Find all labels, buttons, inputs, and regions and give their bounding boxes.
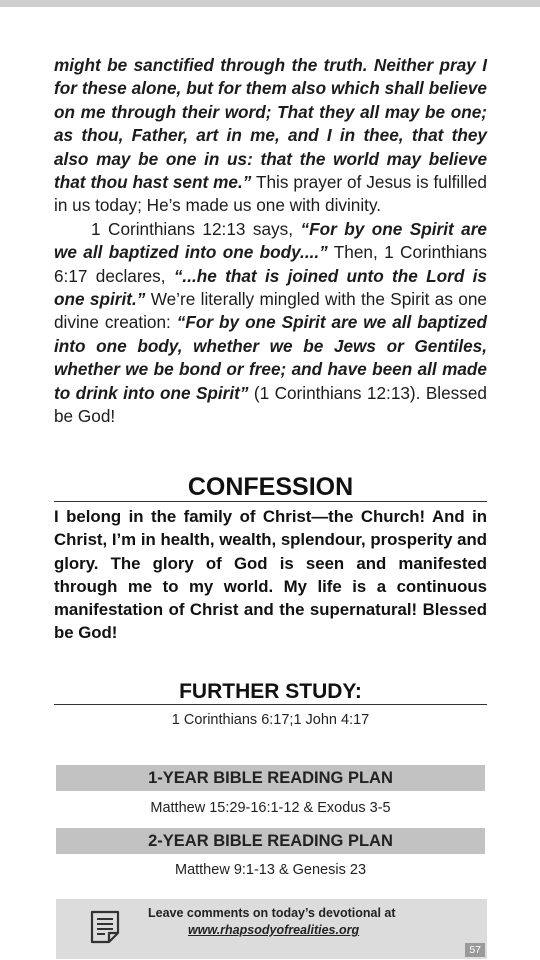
further-study-references: 1 Corinthians 6:17;1 John 4:17: [171, 712, 370, 728]
top-border: [0, 0, 540, 7]
scripture-quote: might be sanctified through the truth. Neither pray I for these alone, but for them also which shall believe on me through their word; That they all may be one; as thou, Father, art in me, and I in thee, that they also may be one in us: that the world may believe that thou hast sent me.”: [54, 55, 487, 193]
paragraph-text: (1 Corinthians 12:13). Blessed be God!: [54, 382, 487, 427]
scripture-quote: “...he that is joined unto the Lord is one spirit.”: [54, 265, 487, 310]
document-icon: [88, 909, 122, 945]
paragraph-text: We’re literally mingled with the Spirit as one divine creation:: [54, 289, 487, 333]
paragraph-text: Then, 1 Corinthians 6:17 declares,: [54, 242, 487, 286]
scripture-quote: “For by one Spirit are we all baptized into one body, whether we be Jews or Gentiles, whether we be bond or free; and have been all made to drink into one Spirit”: [54, 312, 488, 403]
two-year-plan-heading: 2-YEAR BIBLE READING PLAN: [56, 828, 485, 854]
one-year-plan-text: Matthew 15:29-16:1-12 & Exodus 3-5: [150, 800, 391, 816]
comments-prompt: Leave comments on today’s devotional at: [148, 906, 396, 920]
confession-heading: CONFESSION: [54, 474, 487, 502]
paragraph-text: 1 Corinthians 12:13 says,: [91, 218, 301, 239]
devotional-body: [54, 54, 487, 429]
page-number: 57: [465, 943, 485, 957]
paragraph-text: This prayer of Jesus is fulfilled in us today; He’s made us one with divinity.: [54, 172, 487, 216]
paragraph-1: [54, 54, 487, 218]
scripture-quote: “For by one Spirit are we all baptized into one body....”: [54, 218, 487, 263]
further-study-heading: FURTHER STUDY:: [54, 680, 487, 705]
confession-text: I belong in the family of Christ—the Church! And in Christ, I’m in health, wealth, splendour, prosperity and glory. The glory of God is seen and manifested through me to my world. My life is a continuous manifestation of Christ and the supernatural! Blessed be God!: [54, 507, 487, 643]
one-year-plan-heading: 1-YEAR BIBLE READING PLAN: [56, 765, 485, 791]
two-year-plan-text: Matthew 9:1-13 & Genesis 23: [174, 862, 367, 878]
comments-footer: [56, 899, 487, 959]
paragraph-2: [54, 218, 487, 429]
website-link[interactable]: www.rhapsodyofrealities.org: [188, 923, 360, 937]
